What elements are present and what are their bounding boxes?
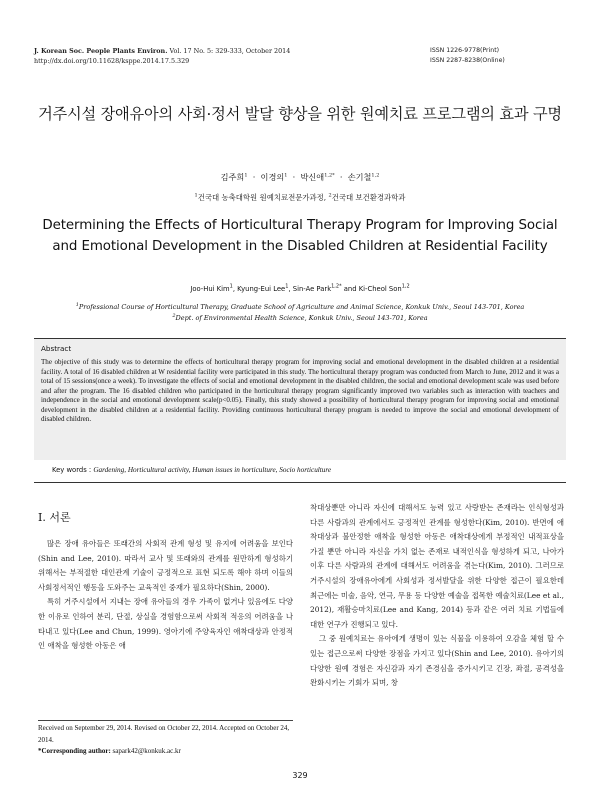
author-separator: , — [288, 285, 293, 293]
author-sup: 1,2* — [331, 283, 342, 290]
footnote — [38, 723, 293, 758]
author-sup: 1 — [285, 283, 289, 290]
author-en: Sin-Ae Park — [292, 285, 332, 293]
english-affiliations — [40, 302, 560, 324]
issn-online: ISSN 2287-8238(Online) — [430, 57, 505, 64]
body-paragraph: 특히 거주시설에서 지내는 장애 유아들의 경우 가족이 없거나 있음에도 다양한 이유로 인하여 분리, 단절, 상실을 경험함으로써 사회적 적응의 어려움을 나타내고 있다(Lee and Chun, 1999). 영아기에 주양육자인 애착대상과 안정적인 애착을 형성한 아동은 애 — [38, 597, 293, 651]
author-sup: 1 — [229, 283, 233, 290]
body-paragraph: 많은 장애 유아들은 또래간의 사회적 관계 형성 및 유지에 어려움을 보인다(Shin and Lee, 2010). 따라서 교사 및 또래와의 관계를 원만하게 형성하기 위해서는 부적절한 대인관계 기술이 긍정적으로 표현 되도록 해야 하며 이들의 사회정서적인 행동을 도와주는 교육적인 중재가 필요하다(Shin, 2000). — [38, 539, 293, 592]
right-column — [310, 501, 564, 691]
keywords-value: Gardening, Horticultural activity, Human issues in horticulture, Socio horticulture — [93, 466, 332, 474]
author-sup: 1 — [244, 172, 248, 179]
affiliation-text: Professional Course of Horticultural Therapy, Graduate School of Agriculture and Animal Science, Konkuk Univ., Seoul 143-701, Korea — [78, 303, 525, 311]
affiliation-en — [40, 302, 560, 313]
doi-link[interactable]: http://dx.doi.org/10.11628/ksppe.2014.17.5.329 — [34, 57, 190, 65]
aff-sup: 1 — [75, 301, 79, 308]
korean-title: 거주시설 장애유아의 사회·정서 발달 향상을 위한 원예치료 프로그램의 효과 구명 — [38, 105, 562, 123]
english-authors — [0, 285, 600, 293]
aff-sup: 1 — [194, 192, 198, 199]
page-number: 329 — [292, 771, 308, 780]
affiliation-ko: 건국대 농축대학원 원예치료전문가과정, — [197, 193, 329, 202]
aff-sup: 2 — [172, 312, 176, 319]
journal-name: J. Korean Soc. People Plants Environ. — [34, 47, 168, 55]
journal-volume: Vol. 17 No. 5: 329-333, October 2014 — [167, 47, 291, 55]
keywords-divider — [34, 482, 566, 483]
issn-print: ISSN 1226-9778(Print) — [430, 47, 500, 54]
author-ko: 박신애 — [300, 172, 325, 182]
corresponding-label: *Corresponding author: — [38, 747, 111, 756]
author-ko: 김주희 — [220, 172, 245, 182]
aff-sup: 2 — [328, 192, 332, 199]
english-title: Determining the Effects of Horticultural Therapy Program for Improving Social and Emotional Development in the Disabled Children at Residential Facility — [42, 218, 558, 254]
author-ko: 이경의 — [260, 172, 285, 182]
author-sup: 1,2 — [401, 283, 410, 290]
affiliation-ko: 건국대 보건환경과학과 — [331, 193, 406, 202]
author-separator: , — [232, 285, 238, 293]
korean-affiliations — [0, 192, 600, 203]
body-paragraph: 착대상뿐만 아니라 자신에 대해서도 능력 있고 사랑받는 존재라는 인식형성과 다른 사람과의 관계에서도 긍정적인 관계를 형성한다(Kim, 2010). 반면에 애착대상과 불안정한 애착을 형성한 아동은 애착대상에게 부정적인 내적표상을 가질 뿐만 아니라 자신을 가치 없는 존재로 내적인식을 형성하게 되고, 나아가 이후 다른 사람과의 관계에 대해서도 어려움을 겪는다(Kim, 2010). 그러므로 거주시설의 장애유아에게 사회성과 정서발달을 위한 다양한 접근이 필요한데 최근에는 미술, 음악, 연극, 무용 등 다양한 예술을 접목한 예술치료(Lee et al., 2012), 재활승마치료(Lee and Kang, 2014) 등과 같은 여러 치료 기법들에 대한 연구가 진행되고 있다. — [310, 503, 564, 629]
author-separator: and — [341, 285, 359, 293]
left-column — [38, 537, 293, 654]
abstract-heading: Abstract — [41, 344, 72, 353]
author-en: Kyung-Eui Lee — [237, 285, 286, 293]
author-en: Joo-Hui Kim — [190, 285, 230, 293]
keywords-label: Key words : — [52, 466, 94, 474]
author-en: Ki-Cheol Son — [358, 285, 402, 293]
issn-block — [430, 46, 505, 66]
abstract-box — [34, 338, 566, 460]
corresponding-email[interactable]: sapark42@konkuk.ac.kr — [110, 747, 181, 756]
body-paragraph: 그 중 원예치료는 유아에게 생명이 있는 식물을 이용하여 오감을 체험 할 수 있는 접근으로써 다양한 장점을 가지고 있다(Shin and Lee, 2010). 유아기의 다양한 원예 경험은 자신감과 자기 존경심을 증가시키고 긴장, 좌절, 공격성을 완화시키는 기회가 되며, 창 — [310, 634, 564, 688]
corresponding-author — [38, 746, 293, 758]
author-sup: 1,2 — [371, 172, 380, 179]
footnote-divider — [38, 720, 293, 721]
author-sup: 1 — [284, 172, 288, 179]
affiliation-en — [40, 313, 560, 324]
received-dates: Received on September 29, 2014. Revised on October 22, 2014. Accepted on October 24, 2014. — [38, 724, 290, 744]
keywords — [52, 466, 562, 474]
affiliation-text: Dept. of Environmental Health Science, Konkuk Univ., Seoul 143-701, Korea — [175, 314, 428, 322]
korean-authors: 김주희$^1$ · 이경의$^1$ · 박신애$^{1,2*}$ · 손기철$^{1,2}$ — [220, 172, 380, 182]
abstract-body: The objective of this study was to determine the effects of horticultural therapy program for improving social and emotional development in the disabled children at a residential facility. A total of 16 disabled children at W residential facility were participated in this study. The horticultural therapy program was conducted from March to June, 2012 and it was a total of 15 sessions(once a week). To investigate the effects of social and emotional development in the disabled children, the social and emotional development scale was used before and after the program. The 16 disabled children who participated in the horticultural therapy program significantly improved two variables such as interaction with teachers and independence in the social and emotional development scale(p<0.05). Finally, this study showed a possibility of horticultural therapy program for improving social and emotional development in the disabled children at a residential facility. Providing continuous horticultural therapy program is needed to improve the social and emotional development of disabled children. — [41, 358, 559, 423]
section-heading: Ⅰ. 서론 — [38, 511, 71, 524]
author-sup: 1,2* — [324, 172, 335, 179]
journal-header — [34, 46, 290, 66]
author-ko: 손기철 — [347, 172, 372, 182]
